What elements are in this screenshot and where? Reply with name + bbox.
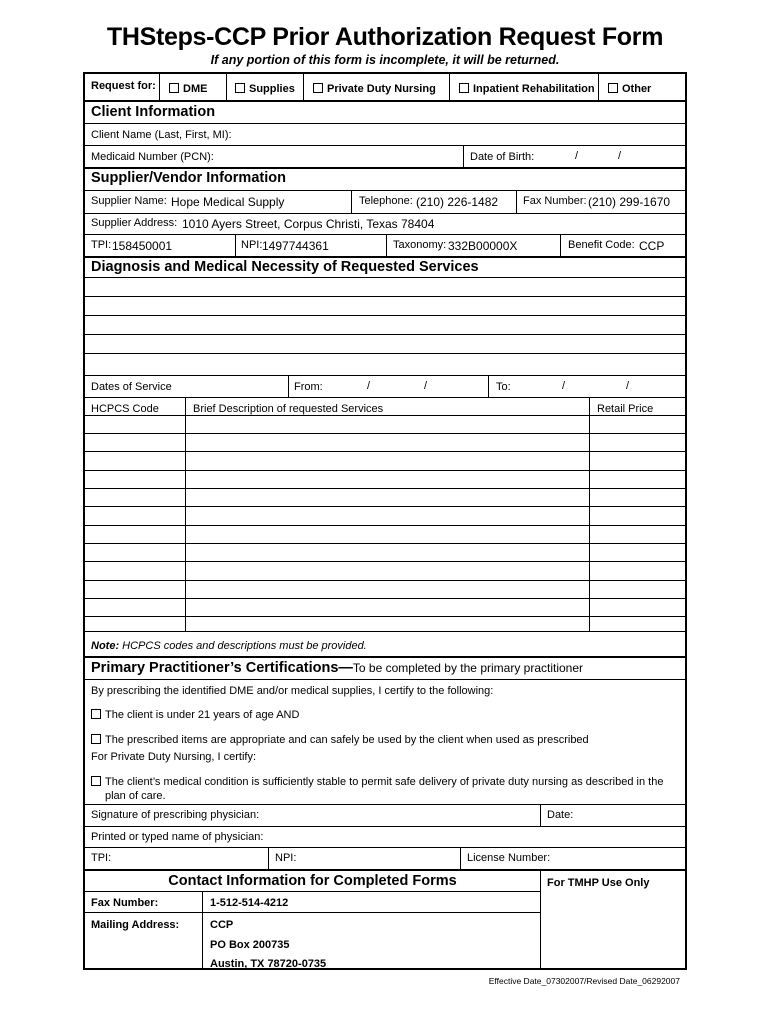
from-label: From: [294,381,323,393]
request-supplies-option[interactable]: Supplies [235,83,295,96]
table-row [85,415,685,416]
supplier-npi-label: NPI: [241,239,263,251]
dme-checkbox[interactable] [169,83,179,93]
to-date-separator: / [562,380,566,392]
license-number-label: License Number: [467,852,551,864]
form-frame [83,72,687,970]
supplier-info-heading: Supplier/Vendor Information [91,170,286,186]
cert-items-appropriate[interactable]: The prescribed items are appropriate and can safely be used by the client when used as prescribed [91,734,589,747]
signature-date-label: Date: [547,809,574,821]
table-row [85,561,685,562]
mailing-address-label: Mailing Address: [91,919,180,931]
effective-date-footer: Effective Date_07302007/Revised Date_06292007 [488,976,680,986]
stable-condition-checkbox[interactable] [91,776,101,786]
supplier-name-label: Supplier Name: [91,195,167,207]
other-checkbox[interactable] [608,83,618,93]
client-name-label: Client Name (Last, First, MI): [91,129,232,141]
cert-stable-condition-cont: plan of care. [105,790,166,802]
contact-heading: Contact Information for Completed Forms [168,873,457,889]
dob-separator: / [618,150,622,162]
dob-separator: / [575,150,579,162]
table-row [85,470,685,471]
printed-name-label: Printed or typed name of physician: [91,831,264,843]
request-dme-option[interactable]: DME [169,83,207,96]
physician-tpi-label: TPI: [91,852,112,864]
taxonomy-label: Taxonomy: [393,239,447,251]
physician-npi-label: NPI: [275,852,297,864]
certification-intro: By prescribing the identified DME and/or medical supplies, I certify to the following: [91,685,494,697]
description-header: Brief Description of requested Services [193,403,384,415]
to-label: To: [496,381,511,393]
table-row [85,451,685,452]
telephone-label: Telephone: [359,195,413,207]
rehab-checkbox[interactable] [459,83,469,93]
table-row [85,525,685,526]
benefit-code-label: Benefit Code: [568,239,635,251]
tmhp-use-only-label: For TMHP Use Only [547,877,650,889]
to-date-separator: / [626,380,630,392]
supplies-checkbox[interactable] [235,83,245,93]
request-other-option[interactable]: Other [608,83,651,96]
request-pdn-option[interactable]: Private Duty Nursing [313,83,436,96]
appropriate-checkbox[interactable] [91,734,101,744]
benefit-code-value[interactable]: CCP [639,239,665,253]
diagnosis-heading: Diagnosis and Medical Necessity of Requested Services [91,259,479,275]
taxonomy-value[interactable]: 332B00000X [448,239,518,253]
supplier-tpi-value[interactable]: 158450001 [112,239,173,253]
medicaid-number-label: Medicaid Number (PCN): [91,151,214,163]
table-row [85,616,685,617]
practitioner-heading: Primary Practitioner’s Certifications—To be completed by the primary practitioner [91,660,584,676]
under-21-checkbox[interactable] [91,709,101,719]
table-row [85,506,685,507]
hcpcs-code-header: HCPCS Code [91,403,159,415]
cert-under-21[interactable]: The client is under 21 years of age AND [91,709,299,722]
pdn-checkbox[interactable] [313,83,323,93]
from-date-separator: / [424,380,428,392]
signature-label: Signature of prescribing physician: [91,809,260,821]
fax-number-label: Fax Number: [523,195,587,207]
dates-of-service-label: Dates of Service [91,381,172,393]
supplier-name-value[interactable]: Hope Medical Supply [171,195,285,209]
supplier-address-label: Supplier Address: [91,217,178,229]
request-rehab-option[interactable]: Inpatient Rehabilitation [459,83,595,96]
table-row [85,433,685,434]
contact-fax-value: 1-512-514-4212 [210,897,289,909]
hcpcs-note: Note: HCPCS codes and descriptions must be provided. [91,640,367,652]
dob-label: Date of Birth: [470,151,535,163]
client-info-heading: Client Information [91,104,216,120]
supplier-address-value[interactable]: 1010 Ayers Street, Corpus Christi, Texas 78404 [182,217,435,231]
form-title: THSteps-CCP Prior Authorization Request Form [106,23,664,51]
request-for-label: Request for: [91,80,156,92]
retail-price-header: Retail Price [597,403,654,415]
from-date-separator: / [367,380,371,392]
mailing-address-line1: CCP [210,919,234,931]
table-row [85,543,685,544]
cert-stable-condition[interactable]: The client’s medical condition is sufficiently stable to permit safe delivery of private duty nursing as described in the [91,776,663,789]
contact-fax-label: Fax Number: [91,897,159,909]
telephone-value[interactable]: (210) 226-1482 [416,195,499,209]
table-row [85,488,685,489]
supplier-npi-value[interactable]: 1497744361 [262,239,329,253]
mailing-address-line2: PO Box 200735 [210,939,290,951]
table-row [85,580,685,581]
form-subtitle: If any portion of this form is incomplete, it will be returned. [210,53,560,67]
pdn-certify-intro: For Private Duty Nursing, I certify: [91,751,257,763]
supplier-tpi-label: TPI: [91,239,112,251]
mailing-address-line3: Austin, TX 78720-0735 [210,958,327,970]
fax-number-value[interactable]: (210) 299-1670 [588,195,671,209]
table-row [85,598,685,599]
